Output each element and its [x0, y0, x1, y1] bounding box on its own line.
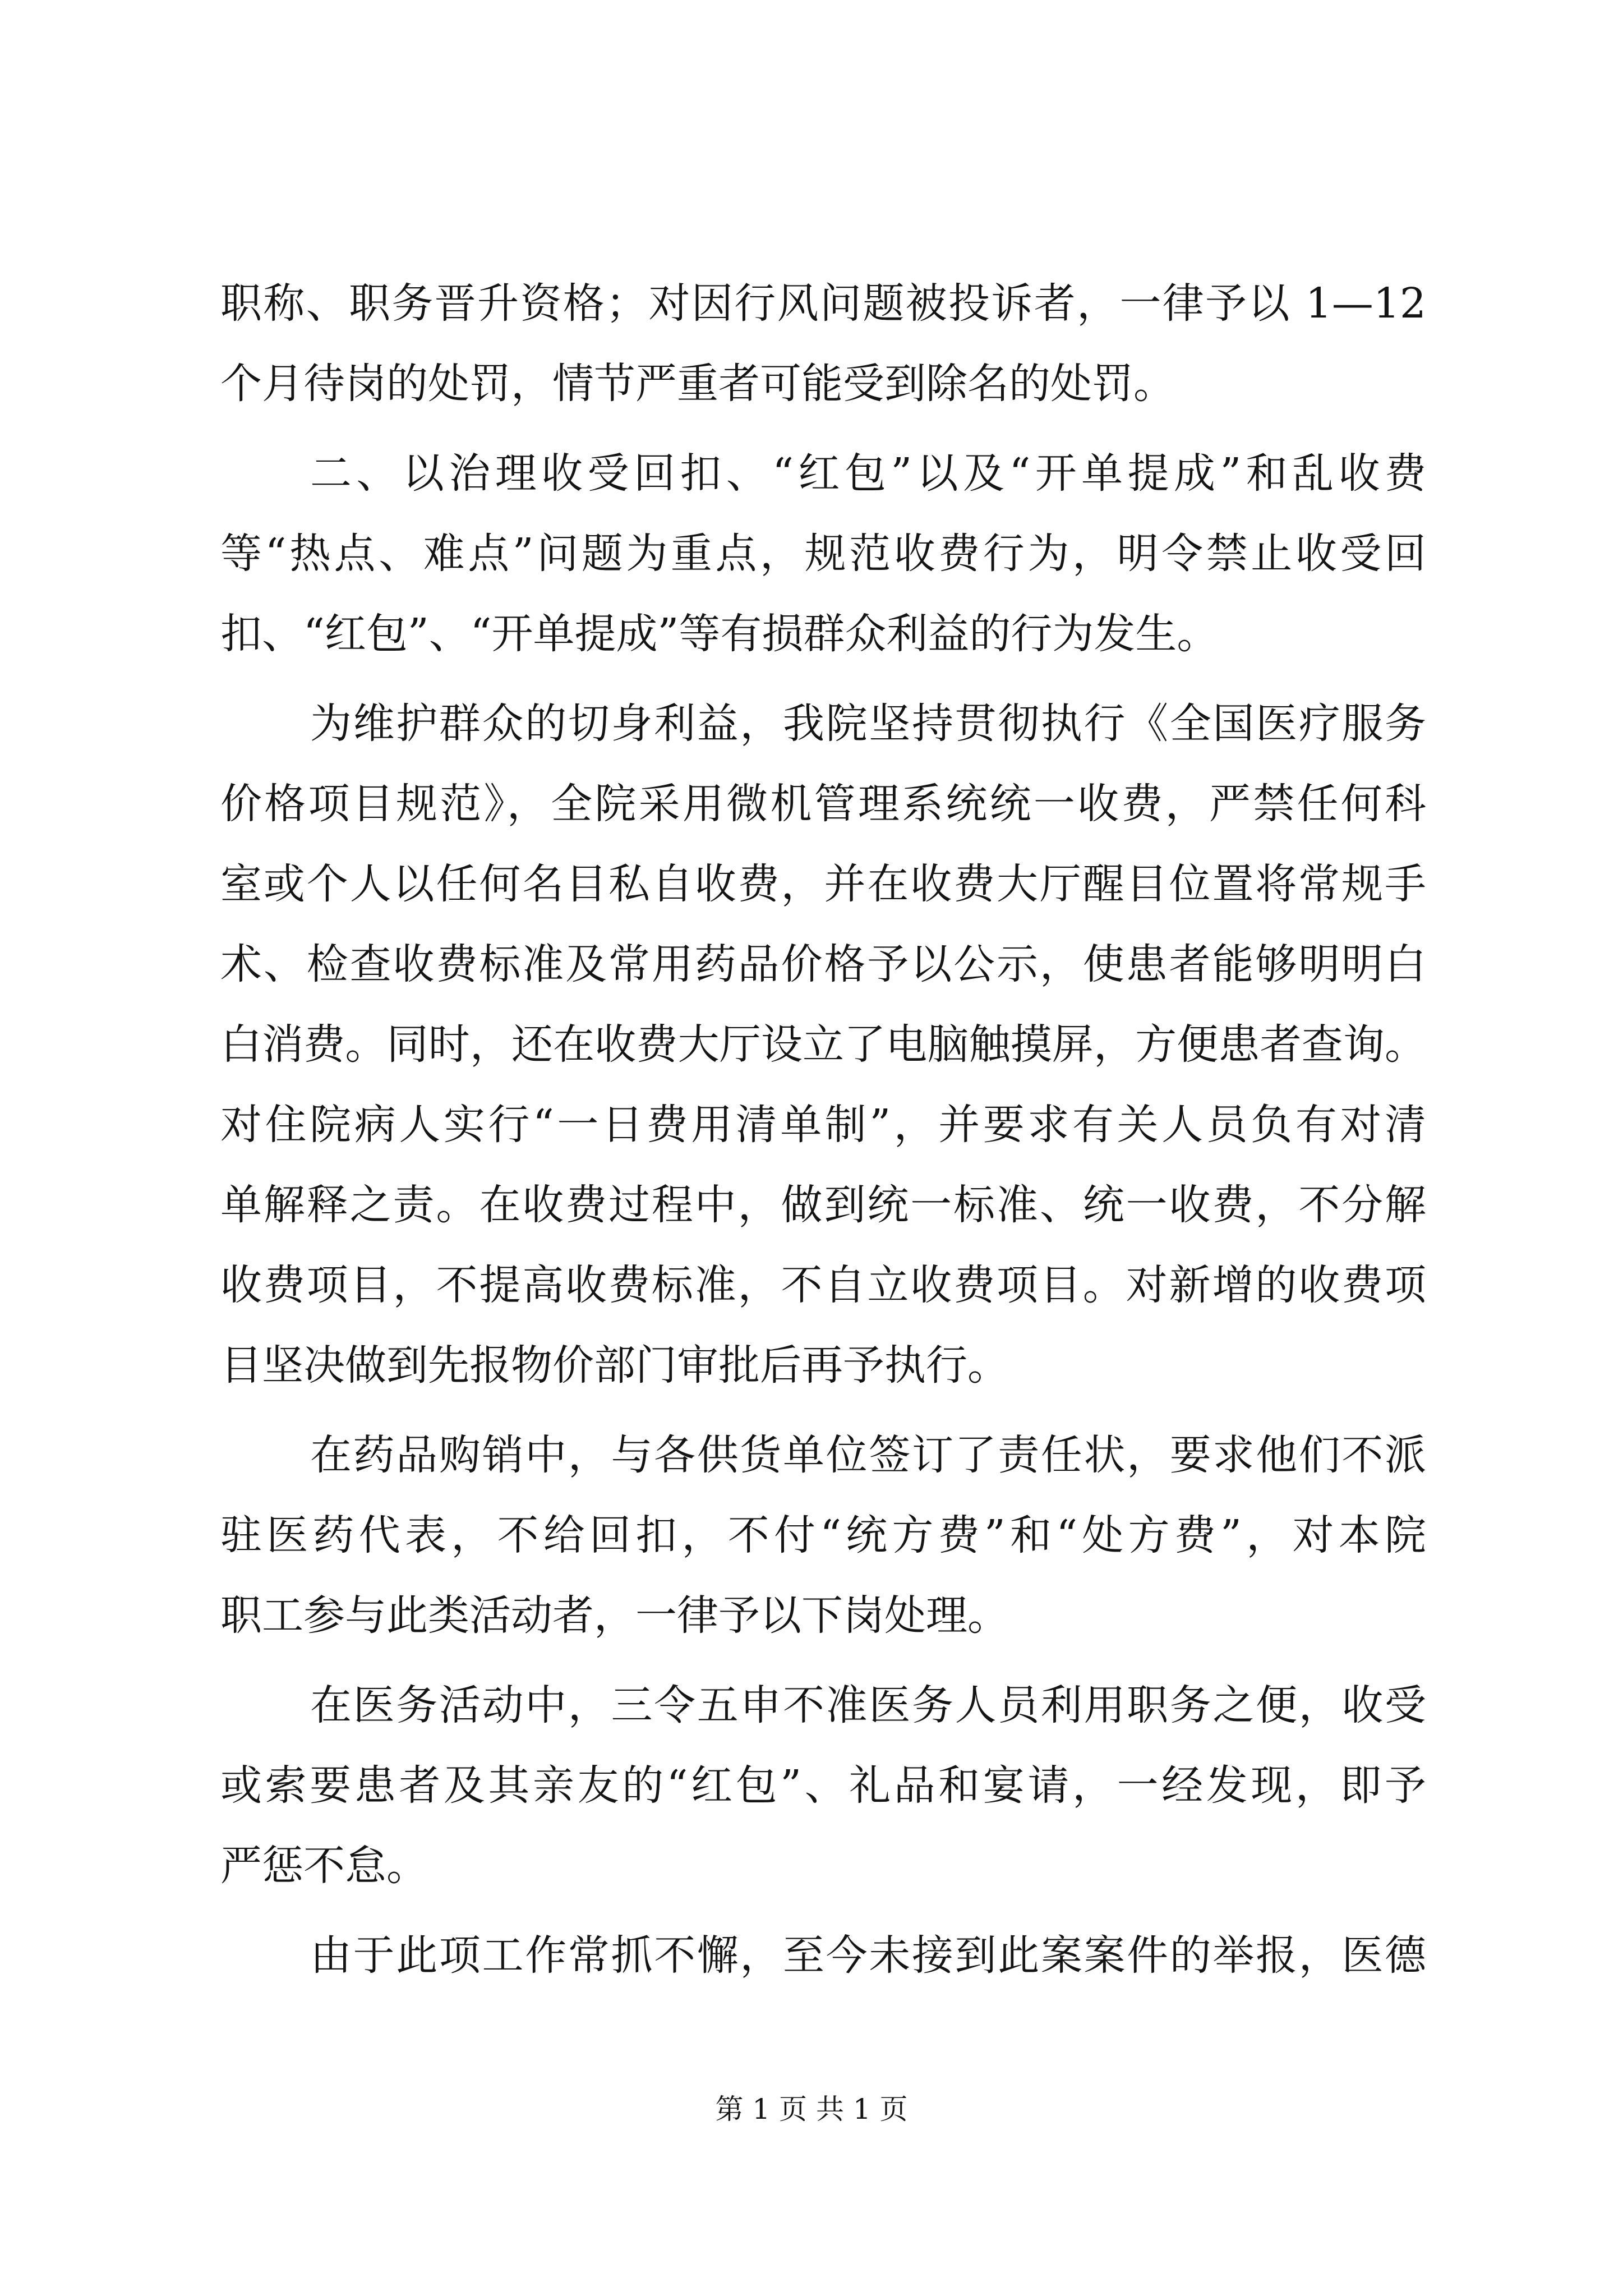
paragraph-5: [220, 1665, 1426, 1906]
text-line: 价格项目规范》，全院采用微机管理系统统一收费，严禁任何科: [220, 780, 1426, 828]
text-line: 驻医药代表，不给回扣，不付“统方费”和“处方费”，对本院: [220, 1511, 1426, 1559]
text-line: 扣、“红包”、“开单提成”等有损群众利益的行为发生。: [220, 610, 1219, 658]
text-line: 目坚决做到先报物价部门审批后再予执行。: [220, 1341, 1009, 1389]
paragraph-4: [220, 1415, 1426, 1656]
text-line: 单解释之责。在收费过程中，做到统一标准、统一收费，不分解: [220, 1181, 1426, 1229]
text-line: 或索要患者及其亲友的“红包”、礼品和宴请，一经发现，即予: [220, 1761, 1426, 1810]
paragraph-6: [220, 1916, 1426, 1996]
text-line: 白消费。同时，还在收费大厅设立了电脑触摸屏，方便患者查询。: [220, 1020, 1426, 1069]
text-line: 职工参与此类活动者，一律予以下岗处理。: [220, 1591, 1009, 1640]
text-line: 在药品购销中，与各供货单位签订了责任状，要求他们不派: [310, 1431, 1426, 1479]
text-line: 对住院病人实行“一日费用清单制”，并要求有关人员负有对清: [220, 1101, 1426, 1149]
text-line: 个月待岗的处罚，情节严重者可能受到除名的处罚。: [220, 360, 1175, 408]
text-line: 职称、职务晋升资格；对因行风问题被投诉者，一律予以 1—12: [220, 279, 1426, 328]
page-number-label: 第 1 页 共 1 页: [715, 2093, 908, 2125]
text-line: 室或个人以任何名目私自收费，并在收费大厅醒目位置将常规手: [220, 860, 1426, 908]
text-line: 二、以治理收受回扣、“红包”以及“开单提成”和乱收费: [310, 449, 1426, 498]
text-line: 严惩不怠。: [220, 1842, 428, 1890]
text-line: 收费项目，不提高收费标准，不自立收费项目。对新增的收费项: [220, 1261, 1426, 1309]
text-line: 由于此项工作常抓不懈，至今未接到此案案件的举报，医德: [310, 1931, 1426, 1980]
document-body: [220, 264, 1426, 1996]
paragraph-2: [220, 434, 1426, 674]
paragraph-1: [220, 264, 1426, 424]
text-line: 等“热点、难点”问题为重点，规范收费行为，明令禁止收受回: [220, 530, 1426, 578]
text-line: 为维护群众的切身利益，我院坚持贯彻执行《全国医疗服务: [310, 700, 1426, 748]
text-line: 在医务活动中，三令五申不准医务人员利用职务之便，收受: [310, 1681, 1426, 1729]
page-footer: [0, 2090, 1623, 2129]
paragraph-3: [220, 684, 1426, 1406]
text-line: 术、检查收费标准及常用药品价格予以公示，使患者能够明明白: [220, 940, 1426, 988]
